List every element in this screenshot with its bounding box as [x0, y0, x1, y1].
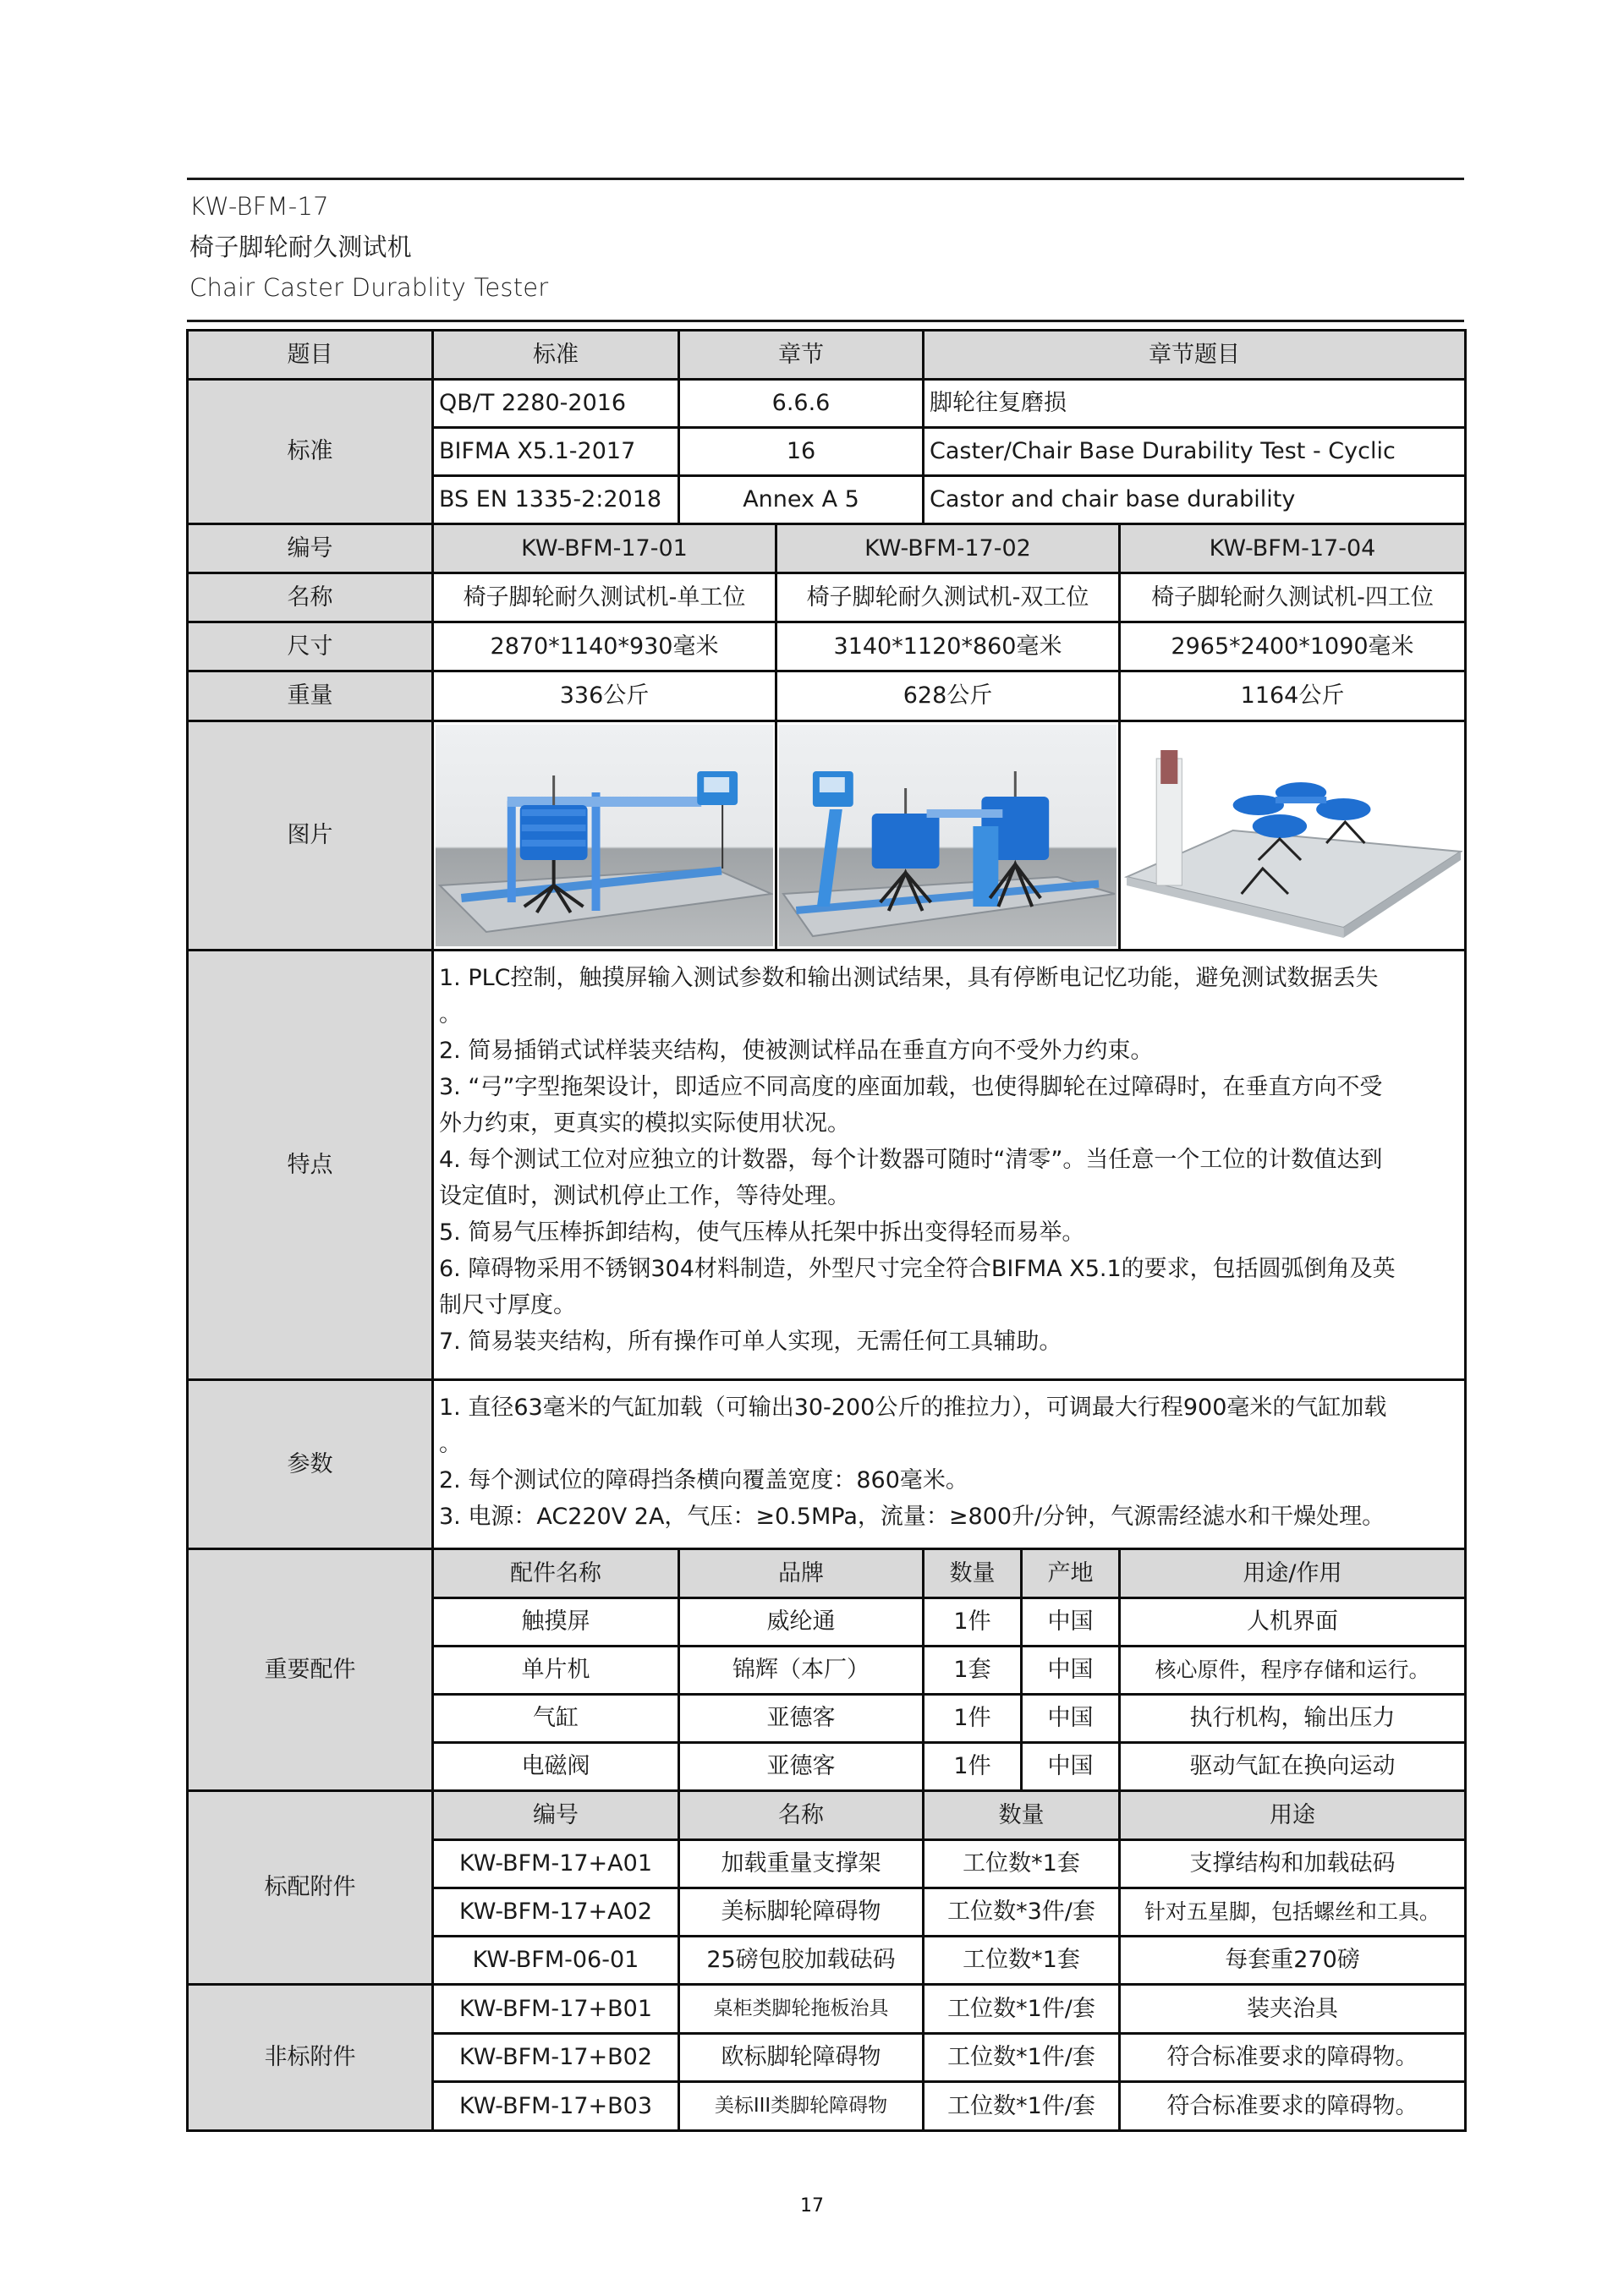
part-qty: 1件: [924, 1743, 1022, 1791]
model-name: 椅子脚轮耐久测试机-单工位: [433, 573, 776, 622]
param-line: 1. 直径63毫米的气缸加载（可输出30-200公斤的推拉力），可调最大行程900毫米的气缸加载: [439, 1395, 1387, 1421]
key-parts-label: 重要配件: [188, 1549, 433, 1791]
model-name: 椅子脚轮耐久测试机-双工位: [776, 573, 1120, 622]
param-line: 2. 每个测试位的障碍挡条横向覆盖宽度：860毫米。: [439, 1467, 968, 1493]
std-acc-header-qty: 数量: [924, 1791, 1120, 1840]
std-acc-header-use: 用途: [1120, 1791, 1466, 1840]
part-qty: 1件: [924, 1598, 1022, 1647]
accessory-code: KW-BFM-17+A01: [433, 1840, 679, 1888]
part-qty: 1件: [924, 1695, 1022, 1743]
model-name-row: [188, 573, 1466, 622]
header-standard: 标准: [433, 331, 679, 380]
model-code: KW-BFM-17-04: [1120, 524, 1466, 573]
parts-header-origin: 产地: [1022, 1549, 1120, 1598]
page-number: 17: [800, 2195, 824, 2217]
product-title-cn: 椅子脚轮耐久测试机: [189, 233, 412, 261]
features-label: 特点: [188, 951, 433, 1380]
part-brand: 锦辉（本厂）: [679, 1647, 924, 1695]
name-label: 名称: [188, 573, 433, 622]
tester-illustration-icon: [1122, 725, 1462, 946]
model-weight-row: [188, 671, 1466, 721]
part-origin: 中国: [1022, 1598, 1120, 1647]
model-number: KW-BFM-17: [189, 192, 329, 221]
model-size-row: [188, 622, 1466, 671]
top-rule: [187, 178, 1464, 180]
features-row: [188, 951, 1466, 1380]
accessory-qty: 工位数*1件/套: [924, 2082, 1120, 2131]
part-name: 单片机: [433, 1647, 679, 1695]
single-station-tester-photo: [433, 721, 776, 951]
params-content: [433, 1380, 1466, 1549]
accessory-code: KW-BFM-17+B03: [433, 2082, 679, 2131]
four-station-tester-photo: [1120, 721, 1466, 951]
feature-line: 4. 每个测试工位对应独立的计数器，每个计数器可随时“清零”。当任意一个工位的计数值达到: [439, 1147, 1383, 1173]
accessory-qty: 工位数*1套: [924, 1937, 1120, 1985]
accessory-name: 美标脚轮障碍物: [679, 1888, 924, 1937]
std-acc-header-name: 名称: [679, 1791, 924, 1840]
key-parts-header-row: [188, 1549, 1466, 1598]
feature-line: 设定值时，测试机停止工作，等待处理。: [439, 1183, 850, 1209]
feature-line: 外力约束，更真实的模拟实际使用状况。: [439, 1110, 850, 1137]
dual-station-tester-photo: [776, 721, 1120, 951]
accessory-code: KW-BFM-17+A02: [433, 1888, 679, 1937]
standard-chapter-title: 脚轮往复磨损: [924, 380, 1466, 428]
model-code: KW-BFM-17-01: [433, 524, 776, 573]
standard-chapter: 6.6.6: [679, 380, 924, 428]
model-code: KW-BFM-17-02: [776, 524, 1120, 573]
accessory-name: 加载重量支撑架: [679, 1840, 924, 1888]
standard-chapter: 16: [679, 428, 924, 476]
part-use: 驱动气缸在换向运动: [1120, 1743, 1466, 1791]
standard-code: QB/T 2280-2016: [433, 380, 679, 428]
params-row: [188, 1380, 1466, 1549]
accessory-name: 欧标脚轮障碍物: [679, 2034, 924, 2082]
standards-label: 标准: [188, 380, 433, 524]
part-use: 核心原件，程序存储和运行。: [1120, 1647, 1466, 1695]
model-size: 2965*2400*1090毫米: [1120, 622, 1466, 671]
feature-line: 5. 简易气压棒拆卸结构，使气压棒从托架中拆出变得轻而易举。: [439, 1219, 1085, 1246]
opt-accessory-row: [188, 1985, 1466, 2034]
accessory-qty: 工位数*1件/套: [924, 2034, 1120, 2082]
model-weight: 336公斤: [433, 671, 776, 721]
accessory-use: 符合标准要求的障碍物。: [1120, 2034, 1466, 2082]
tester-illustration-icon: [436, 725, 773, 946]
part-origin: 中国: [1022, 1743, 1120, 1791]
part-use: 执行机构，输出压力: [1120, 1695, 1466, 1743]
model-size: 3140*1120*860毫米: [776, 622, 1120, 671]
standards-header-row: [188, 331, 1466, 380]
standard-chapter-title: Caster/Chair Base Durability Test - Cyclic: [924, 428, 1466, 476]
param-line: 。: [439, 1431, 462, 1457]
feature-line: 1. PLC控制，触摸屏输入测试参数和输出测试结果，具有停断电记忆功能，避免测试数据丢失: [439, 965, 1379, 991]
header-chapter-title: 章节题目: [924, 331, 1466, 380]
header-topic: 题目: [188, 331, 433, 380]
accessory-name: 美标III类脚轮障碍物: [679, 2082, 924, 2131]
feature-line: 制尺寸厚度。: [439, 1292, 576, 1318]
accessory-code: KW-BFM-17+B01: [433, 1985, 679, 2034]
parts-header-name: 配件名称: [433, 1549, 679, 1598]
feature-line: 3. “弓”字型拖架设计，即适应不同高度的座面加载，也使得脚轮在过障碍时，在垂直方向不受: [439, 1074, 1383, 1100]
standard-code: BS EN 1335-2:2018: [433, 476, 679, 524]
parts-header-qty: 数量: [924, 1549, 1022, 1598]
standard-code: BIFMA X5.1-2017: [433, 428, 679, 476]
part-name: 气缸: [433, 1695, 679, 1743]
header-bottom-rule: [187, 320, 1464, 322]
model-image-row: [188, 721, 1466, 951]
accessory-qty: 工位数*3件/套: [924, 1888, 1120, 1937]
tester-illustration-icon: [779, 725, 1116, 946]
part-brand: 亚德客: [679, 1695, 924, 1743]
product-title-en: Chair Caster Durablity Tester: [189, 273, 549, 302]
standard-chapter: Annex A 5: [679, 476, 924, 524]
size-label: 尺寸: [188, 622, 433, 671]
accessory-qty: 工位数*1件/套: [924, 1985, 1120, 2034]
param-line: 3. 电源：AC220V 2A，气压：≥0.5MPa，流量：≥800升/分钟，气源需经滤水和干燥处理。: [439, 1504, 1385, 1530]
model-name: 椅子脚轮耐久测试机-四工位: [1120, 573, 1466, 622]
accessory-use: 针对五星脚，包括螺丝和工具。: [1120, 1888, 1466, 1937]
accessory-use: 装夹治具: [1120, 1985, 1466, 2034]
feature-line: 。: [439, 1001, 462, 1027]
part-qty: 1套: [924, 1647, 1022, 1695]
image-label: 图片: [188, 721, 433, 951]
feature-line: 2. 简易插销式试样装夹结构，使被测试样品在垂直方向不受外力约束。: [439, 1038, 1154, 1064]
opt-accessories-label: 非标附件: [188, 1985, 433, 2131]
std-acc-header-code: 编号: [433, 1791, 679, 1840]
accessory-qty: 工位数*1套: [924, 1840, 1120, 1888]
part-brand: 威纶通: [679, 1598, 924, 1647]
part-name: 触摸屏: [433, 1598, 679, 1647]
accessory-code: KW-BFM-17+B02: [433, 2034, 679, 2082]
accessory-use: 符合标准要求的障碍物。: [1120, 2082, 1466, 2131]
std-accessories-header-row: [188, 1791, 1466, 1840]
standard-row: [188, 380, 1466, 428]
parts-header-brand: 品牌: [679, 1549, 924, 1598]
code-label: 编号: [188, 524, 433, 573]
accessory-name: 25磅包胶加载砝码: [679, 1937, 924, 1985]
weight-label: 重量: [188, 671, 433, 721]
accessory-use: 支撑结构和加载砝码: [1120, 1840, 1466, 1888]
feature-line: 6. 障碍物采用不锈钢304材料制造，外型尺寸完全符合BIFMA X5.1的要求，包括圆弧倒角及英: [439, 1256, 1396, 1282]
spec-table: [186, 329, 1467, 2132]
model-weight: 628公斤: [776, 671, 1120, 721]
features-content: [433, 951, 1466, 1380]
std-accessories-label: 标配附件: [188, 1791, 433, 1985]
feature-line: 7. 简易装夹结构，所有操作可单人实现，无需任何工具辅助。: [439, 1329, 1062, 1355]
part-origin: 中国: [1022, 1647, 1120, 1695]
part-brand: 亚德客: [679, 1743, 924, 1791]
accessory-code: KW-BFM-06-01: [433, 1937, 679, 1985]
part-origin: 中国: [1022, 1695, 1120, 1743]
accessory-use: 每套重270磅: [1120, 1937, 1466, 1985]
header-chapter: 章节: [679, 331, 924, 380]
model-code-row: [188, 524, 1466, 573]
standard-chapter-title: Castor and chair base durability: [924, 476, 1466, 524]
part-use: 人机界面: [1120, 1598, 1466, 1647]
model-size: 2870*1140*930毫米: [433, 622, 776, 671]
model-weight: 1164公斤: [1120, 671, 1466, 721]
params-label: 参数: [188, 1380, 433, 1549]
accessory-name: 桌柜类脚轮拖板治具: [679, 1985, 924, 2034]
parts-header-use: 用途/作用: [1120, 1549, 1466, 1598]
part-name: 电磁阀: [433, 1743, 679, 1791]
